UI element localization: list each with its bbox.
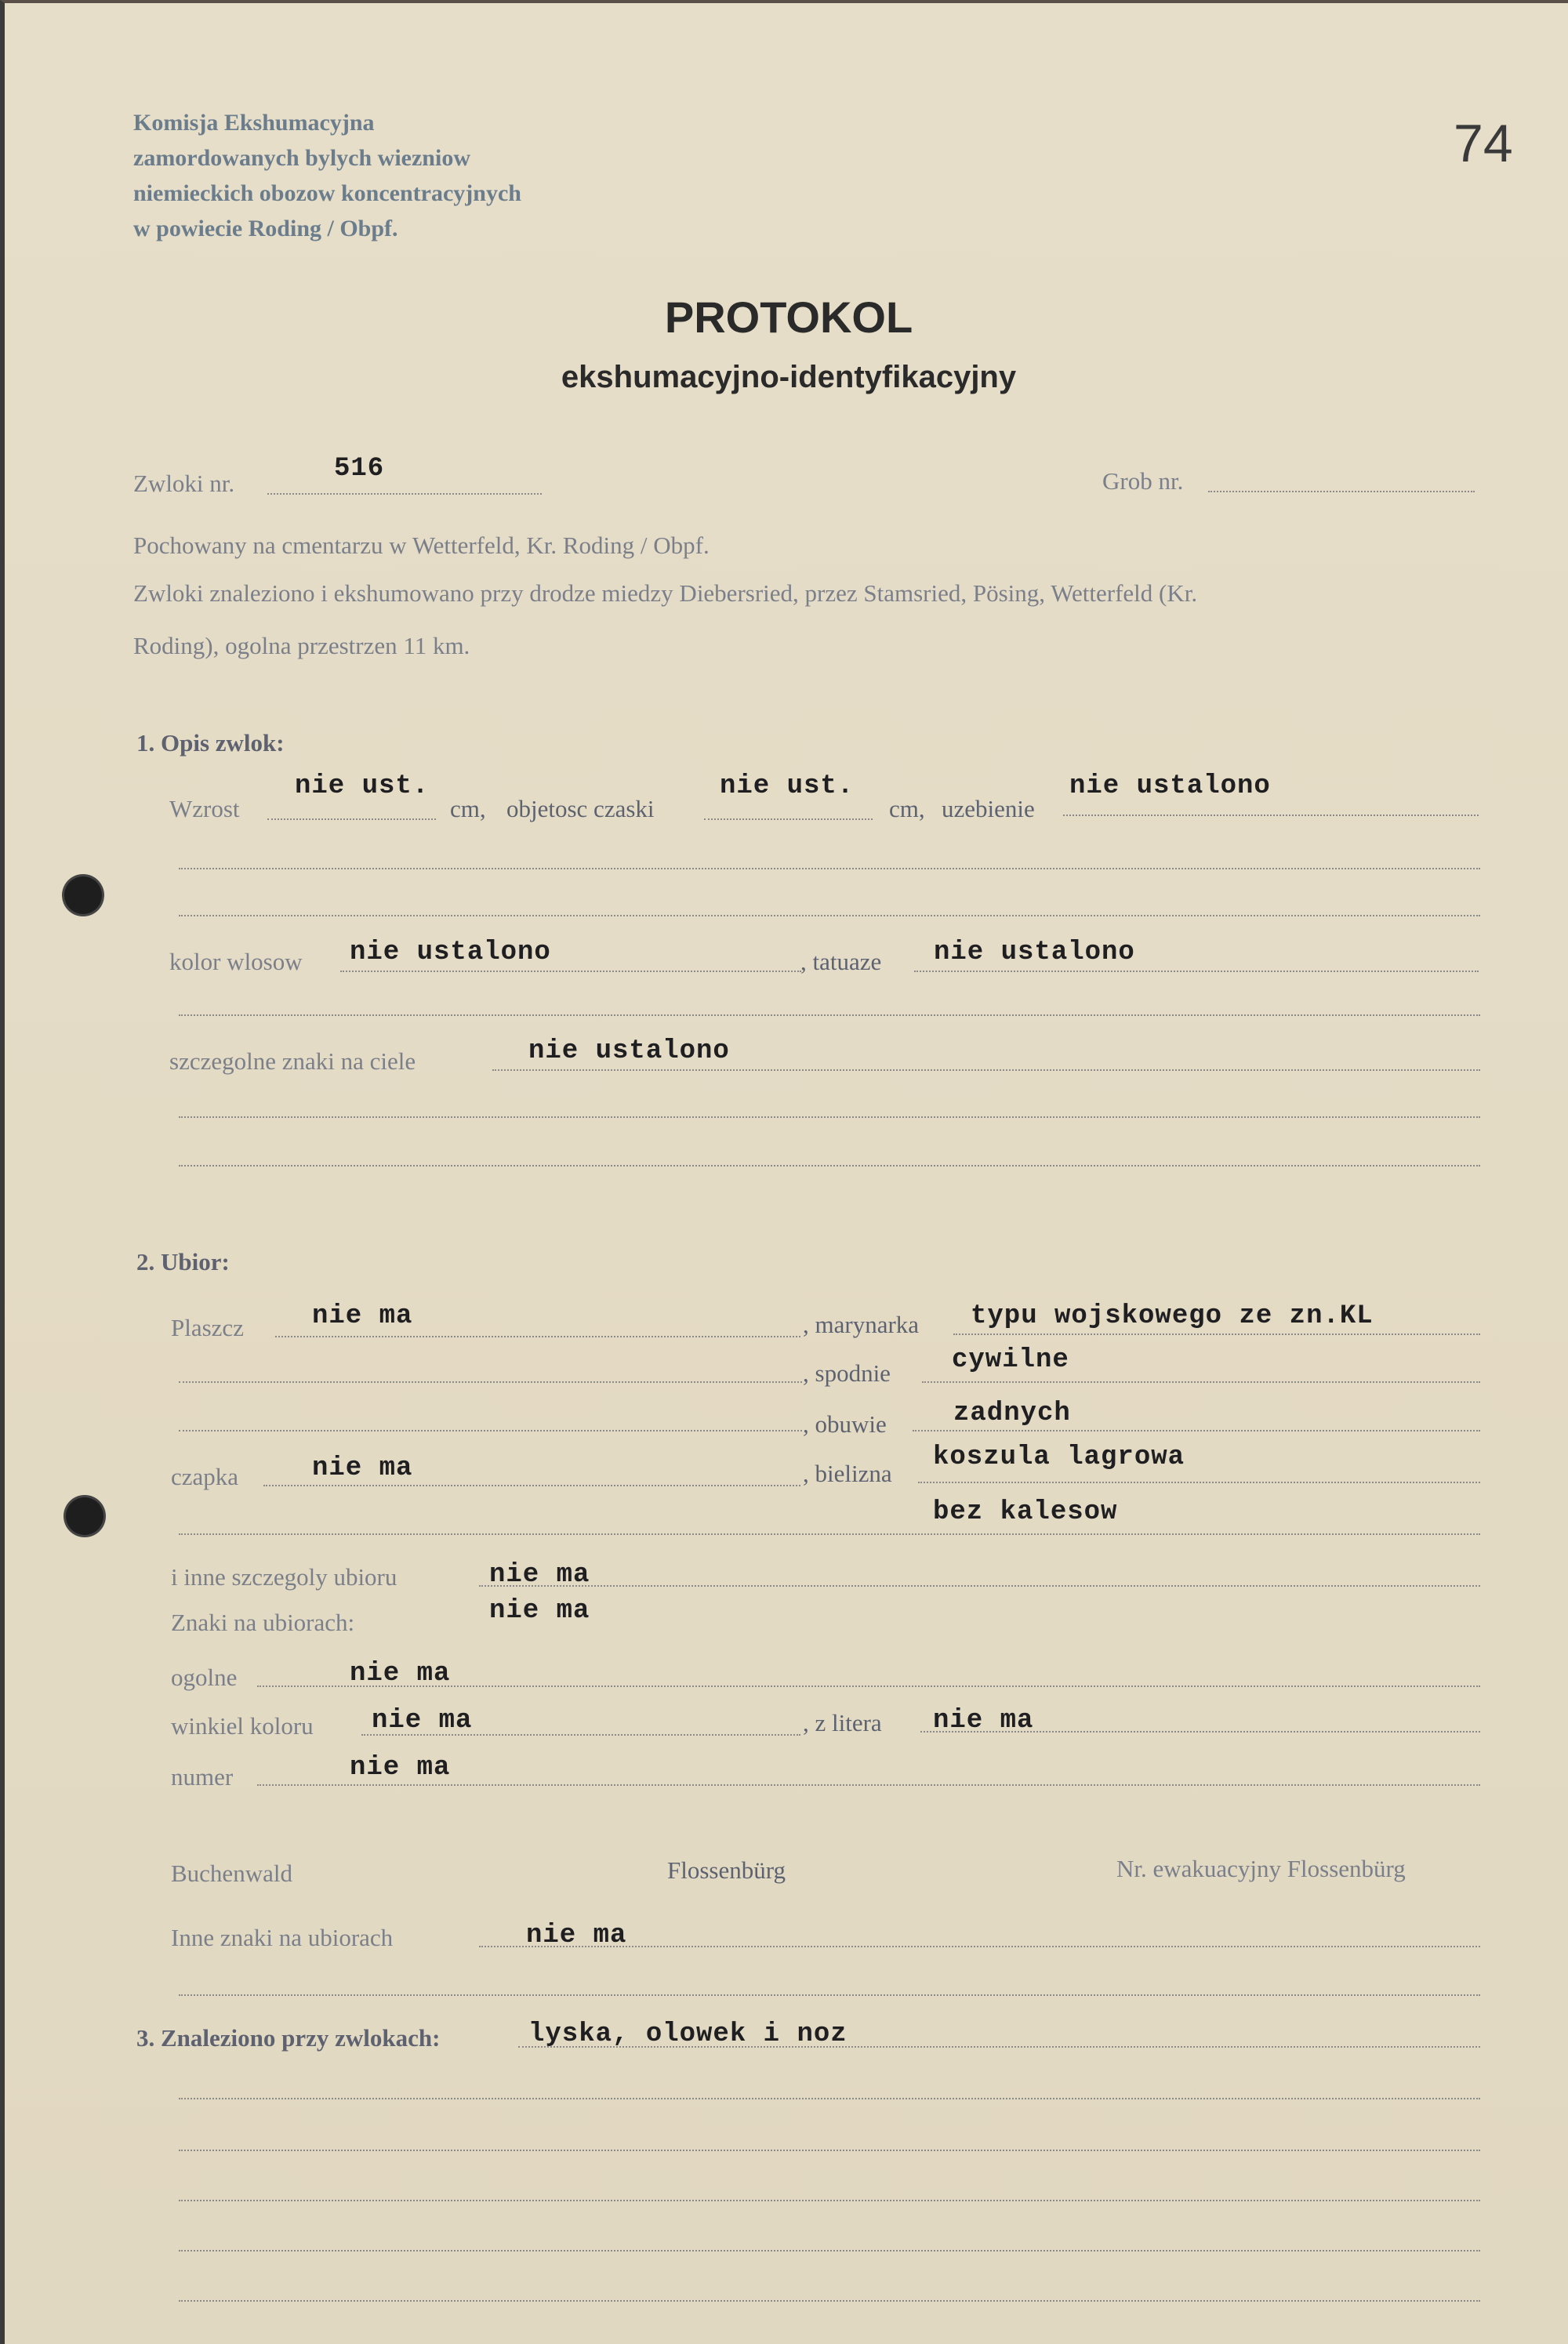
section-1-heading: 1. Opis zwlok:: [136, 729, 285, 757]
objetosc-line: [704, 818, 873, 820]
zwloki-line: [267, 493, 542, 495]
czapka-label: czapka: [171, 1463, 239, 1490]
kolor-label: kolor wlosow: [169, 948, 303, 975]
znaki-ubior-value: nie ma: [489, 1596, 590, 1626]
inne-znaki-line: [479, 1946, 1480, 1947]
nr-ewakuacyjny-label: Nr. ewakuacyjny Flossenbürg: [1116, 1855, 1406, 1882]
znaki-cialo-value: nie ustalono: [528, 1036, 730, 1066]
spodnie-blank-line: [179, 1381, 802, 1383]
bielizna-line: [918, 1482, 1480, 1483]
obuwie-value: zadnych: [953, 1399, 1071, 1428]
blank-line-8: [179, 2150, 1480, 2151]
czapka-value: nie ma: [312, 1453, 413, 1483]
litera-value: nie ma: [933, 1706, 1034, 1736]
bielizna-value-2: bez kalesow: [933, 1497, 1118, 1527]
obuwie-blank-line: [179, 1430, 802, 1431]
page-number: 74: [1454, 114, 1513, 173]
pochowany-text: Pochowany na cmentarzu w Wetterfeld, Kr. Roding / Obpf.: [133, 532, 710, 559]
czapka-line: [263, 1485, 800, 1486]
znaki-ubior-label: Znaki na ubiorach:: [171, 1609, 355, 1636]
blank-line-6: [179, 1994, 1480, 1996]
header-line-3: niemieckich obozow koncentracyjnych: [133, 180, 521, 206]
header-line-4: w powiecie Roding / Obpf.: [133, 216, 398, 241]
tatuaze-value: nie ustalono: [934, 938, 1135, 967]
bielizna-value-1: koszula lagrowa: [933, 1442, 1185, 1472]
blank-line-1: [179, 868, 1480, 869]
inne-znaki-value: nie ma: [526, 1921, 627, 1950]
marynarka-label: , marynarka: [803, 1311, 920, 1338]
blank-line-11: [179, 2300, 1480, 2302]
uzebienie-label: uzebienie: [942, 795, 1035, 822]
numer-label: numer: [171, 1763, 234, 1791]
punch-hole-bottom: [66, 1497, 103, 1535]
inne-szczegoly-label: i inne szczegoly ubioru: [171, 1563, 397, 1591]
buchenwald-label: Buchenwald: [171, 1860, 292, 1887]
flossenburg-label: Flossenbürg: [667, 1856, 786, 1884]
grob-label: Grob nr.: [1102, 467, 1184, 495]
bielizna-label: , bielizna: [803, 1460, 892, 1487]
zwloki-value: 516: [334, 454, 385, 484]
tatuaze-line: [914, 971, 1479, 972]
znaki-cialo-line: [492, 1069, 1480, 1071]
numer-line: [257, 1784, 1480, 1786]
header-line-1: Komisja Ekshumacyjna: [133, 110, 375, 136]
zwloki-label: Zwloki nr.: [133, 470, 235, 497]
tatuaze-label: , tatuaze: [800, 948, 882, 975]
blank-line-5: [179, 1165, 1480, 1167]
uzebienie-value: nie ustalono: [1069, 771, 1271, 801]
cm-2-label: cm,: [889, 795, 925, 822]
blank-line-4: [179, 1116, 1480, 1118]
uzebienie-line: [1063, 815, 1479, 816]
objetosc-label: objetosc czaski: [506, 795, 655, 822]
blank-line-3: [179, 1014, 1480, 1016]
blank-line-7: [179, 2098, 1480, 2099]
marynarka-line: [953, 1333, 1480, 1335]
kolor-line: [340, 971, 801, 972]
kolor-value: nie ustalono: [350, 938, 551, 967]
ogolne-label: ogolne: [171, 1664, 238, 1691]
znaki-cialo-label: szczegolne znaki na ciele: [169, 1047, 416, 1075]
winkiel-value: nie ma: [372, 1706, 473, 1736]
ogolne-value: nie ma: [350, 1659, 451, 1689]
plaszcz-label: Plaszcz: [171, 1314, 244, 1341]
punch-hole-top: [64, 876, 102, 914]
grob-line: [1208, 491, 1475, 492]
plaszcz-line: [275, 1336, 800, 1337]
plaszcz-value: nie ma: [312, 1301, 413, 1331]
wzrost-value: nie ust.: [295, 771, 430, 801]
section-3-value: lyska, olowek i noz: [528, 2019, 848, 2049]
bielizna-line-2: [179, 1533, 1480, 1535]
objetosc-value: nie ust.: [720, 771, 855, 801]
blank-line-2: [179, 915, 1480, 916]
znaleziono-text-2: Roding), ogolna przestrzen 11 km.: [133, 632, 470, 659]
spodnie-line: [922, 1381, 1480, 1383]
marynarka-value: typu wojskowego ze zn.KL: [971, 1301, 1374, 1331]
numer-value: nie ma: [350, 1753, 451, 1783]
blank-line-9: [179, 2200, 1480, 2201]
header-line-2: zamordowanych bylych wiezniow: [133, 145, 470, 171]
inne-szczegoly-value: nie ma: [489, 1560, 590, 1590]
litera-label: , z litera: [803, 1709, 882, 1736]
wzrost-label: Wzrost: [169, 795, 240, 822]
commission-header: [133, 105, 521, 246]
winkiel-label: winkiel koloru: [171, 1712, 314, 1740]
znaleziono-text-1: Zwloki znaleziono i ekshumowano przy drodze miedzy Diebersried, przez Stamsried, Pösing, Wetterfeld (Kr.: [133, 579, 1198, 607]
spodnie-label: , spodnie: [803, 1359, 891, 1387]
inne-znaki-label: Inne znaki na ubiorach: [171, 1924, 394, 1951]
blank-line-10: [179, 2250, 1480, 2251]
inne-szczegoly-line: [479, 1585, 1480, 1587]
obuwie-line: [913, 1430, 1480, 1431]
section-2-heading: 2. Ubior:: [136, 1248, 230, 1275]
section-3-heading: 3. Znaleziono przy zwlokach:: [136, 2024, 441, 2052]
cm-1-label: cm,: [450, 795, 486, 822]
obuwie-label: , obuwie: [803, 1410, 887, 1438]
document-title: PROTOKOL: [664, 292, 913, 342]
wzrost-line: [267, 818, 436, 820]
spodnie-value: cywilne: [952, 1345, 1069, 1375]
document-subtitle: ekshumacyjno-identyfikacyjny: [561, 360, 1017, 394]
